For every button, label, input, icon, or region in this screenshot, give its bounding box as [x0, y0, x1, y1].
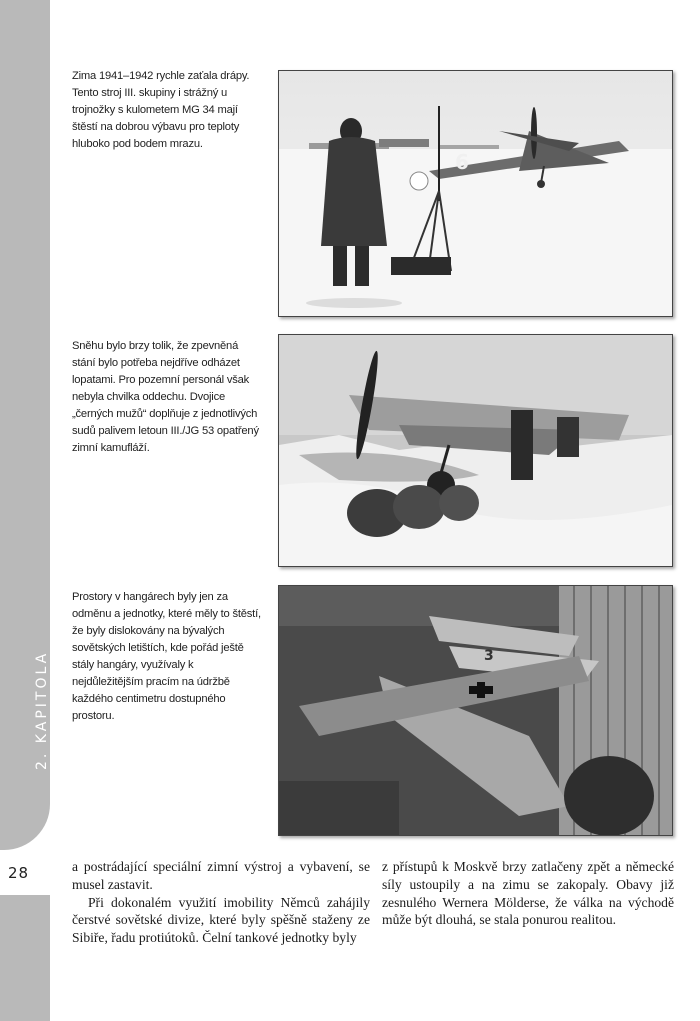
figure-1-photo [278, 70, 673, 317]
figure-3-caption: Prostory v hangárech byly jen za odměnu a jednotky, které měly to štěstí, že byly dislokovány na bývalých sovětských letištích, kde pořád ještě stály hangáry, využívaly k nejdůležitějším pracím na údržbě každého centimetru dostupného prostoru. [72, 591, 261, 722]
body-paragraph: z přístupů k Moskvě brzy zatlačeny zpět a německé síly ustoupily a na zimu se zakopaly. Obavy již zesnulého Wernera Mölderse, že válka na východě může být dlouhá, se stala ponurou realitou. [382, 859, 674, 928]
aircraft-code: 3 [484, 648, 494, 664]
body-paragraph: Při dokonalém využití imobility Němců zahájily čerstvé sovětské divize, které byly spěšně staženy ze Sibiře, řadu protiútoků. Čelní tankové jednotky byly [72, 894, 370, 946]
body-column-right [382, 858, 674, 929]
figure-3-photo [278, 585, 673, 836]
chapter-label: 2. KAPITOLA [34, 650, 50, 770]
body-column-left [72, 858, 370, 947]
page-number: 28 [8, 864, 30, 882]
figure-2-caption: Sněhu bylo brzy tolik, že zpevněná stání bylo potřeba nejdříve odházet lopatami. Pro pozemní personál však nebyla chvilka oddechu. Dvojice „černých mužů“ doplňuje z jednotlivých sudů palivem letoun III./JG 53 opatřený zimní kamufláží. [72, 340, 259, 454]
figure-1-caption: Zima 1941–1942 rychle zaťala drápy. Tento stroj III. skupiny i strážný u trojnožky s kulometem MG 34 mají štěstí na dobrou výbavu pro teploty hluboko pod bodem mrazu. [72, 70, 250, 150]
sidebar-footer-block [0, 895, 50, 1021]
aircraft-code: 6 [455, 150, 469, 174]
figure-2-photo [278, 334, 673, 567]
body-paragraph: a postrádající speciální zimní výstroj a vybavení, se musel zastavit. [72, 859, 370, 892]
